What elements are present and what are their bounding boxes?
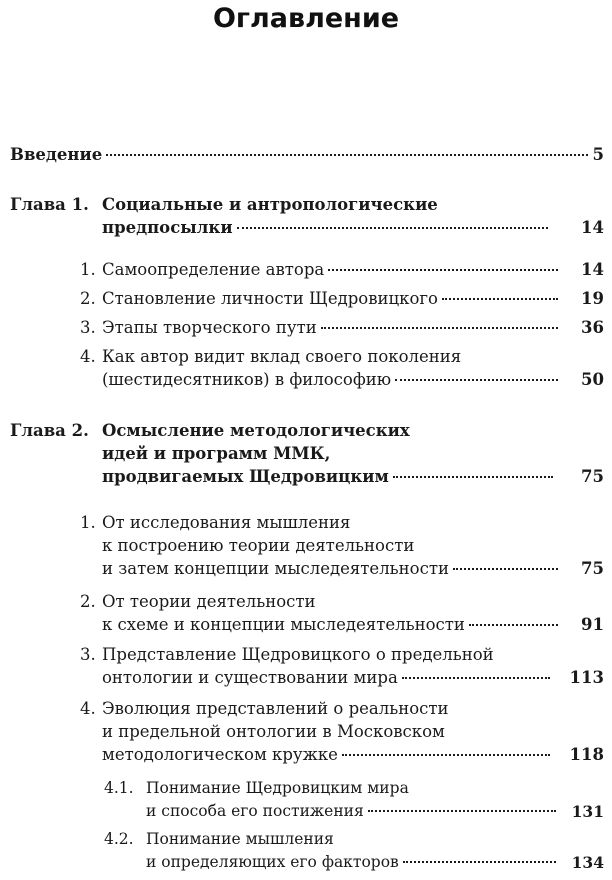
- toc-page-number: 131: [571, 802, 604, 821]
- toc-page-number: 75: [581, 467, 604, 486]
- toc-entry-title-line: Как автор видит вклад своего поколения: [102, 347, 462, 366]
- dot-leader: [368, 810, 556, 812]
- toc-entry-number: 4.: [80, 699, 96, 718]
- dot-leader: [342, 754, 550, 756]
- toc-entry-number: 1.: [80, 513, 96, 532]
- dot-leader: [453, 568, 558, 570]
- toc-entry-title-line: и затем концепции мыследеятельности: [102, 559, 449, 578]
- toc-page-number: 134: [571, 853, 604, 872]
- toc-page-number: 50: [581, 370, 604, 389]
- dot-leader: [106, 154, 588, 156]
- toc-entry-title: Самоопределение автора: [102, 260, 325, 279]
- toc-entry-title: Введение: [10, 145, 103, 164]
- toc-page-number: 14: [581, 218, 604, 237]
- toc-entry-number: 4.: [80, 347, 96, 366]
- toc-entry-title-line: и определяющих его факторов: [146, 853, 399, 871]
- toc-entry-number: 2.: [80, 289, 96, 308]
- toc-entry-title-line: От теории деятельности: [102, 592, 316, 611]
- toc-entry-number: 4.2.: [104, 830, 134, 848]
- dot-leader: [237, 227, 548, 229]
- toc-page-number: 5: [592, 145, 604, 164]
- toc-page-number: 14: [581, 260, 604, 279]
- page-title: Оглавление: [212, 3, 400, 34]
- toc-entry-number: 3.: [80, 645, 96, 664]
- dot-leader: [469, 624, 558, 626]
- dot-leader: [442, 298, 558, 300]
- toc-page-number: 91: [581, 615, 604, 634]
- chapter-title-line: предпосылки: [102, 218, 233, 237]
- toc-entry-title-line: От исследования мышления: [102, 513, 351, 532]
- toc-entry-title-line: Понимание Щедровицким мира: [146, 779, 409, 797]
- toc-entry-number: 4.1.: [104, 779, 134, 797]
- chapter-title-line: продвигаемых Щедровицким: [102, 467, 389, 486]
- chapter-title-line: идей и программ ММК,: [102, 444, 331, 463]
- toc-page-number: 75: [581, 559, 604, 578]
- toc-page-number: 113: [569, 668, 604, 687]
- toc-entry-title-line: Эволюция представлений о реальности: [102, 699, 449, 718]
- chapter-title-line: Осмысление методологических: [102, 421, 410, 440]
- dot-leader: [328, 269, 558, 271]
- toc-entry-number: 3.: [80, 318, 96, 337]
- dot-leader: [321, 327, 558, 329]
- dot-leader: [403, 861, 556, 863]
- toc-entry-title-line: и способа его постижения: [146, 802, 364, 820]
- chapter-title-line: Социальные и антропологические: [102, 195, 438, 214]
- dot-leader: [393, 476, 553, 478]
- chapter-label: Глава 2.: [10, 421, 89, 440]
- dot-leader: [395, 379, 558, 381]
- toc-entry-title: Этапы творческого пути: [102, 318, 317, 337]
- chapter-label: Глава 1.: [10, 195, 89, 214]
- toc-page-number: 118: [569, 745, 604, 764]
- toc-entry-title-line: Представление Щедровицкого о предельной: [102, 645, 494, 664]
- toc-entry-title-line: Понимание мышления: [146, 830, 334, 848]
- toc-page-number: 19: [581, 289, 604, 308]
- toc-page-number: 36: [581, 318, 604, 337]
- toc-entry-number: 2.: [80, 592, 96, 611]
- toc-entry-title: Становление личности Щедровицкого: [102, 289, 438, 308]
- toc-entry-title-line: к построению теории деятельности: [102, 536, 415, 555]
- dot-leader: [402, 677, 550, 679]
- toc-entry-title-line: (шестидесятников) в философию: [102, 370, 392, 389]
- toc-entry-title-line: методологическом кружке: [102, 745, 338, 764]
- toc-entry-number: 1.: [80, 260, 96, 279]
- toc-entry-title-line: к схеме и концепции мыследеятельности: [102, 615, 465, 634]
- toc-entry-title-line: онтологии и существовании мира: [102, 668, 398, 687]
- toc-entry-title-line: и предельной онтологии в Московском: [102, 722, 445, 741]
